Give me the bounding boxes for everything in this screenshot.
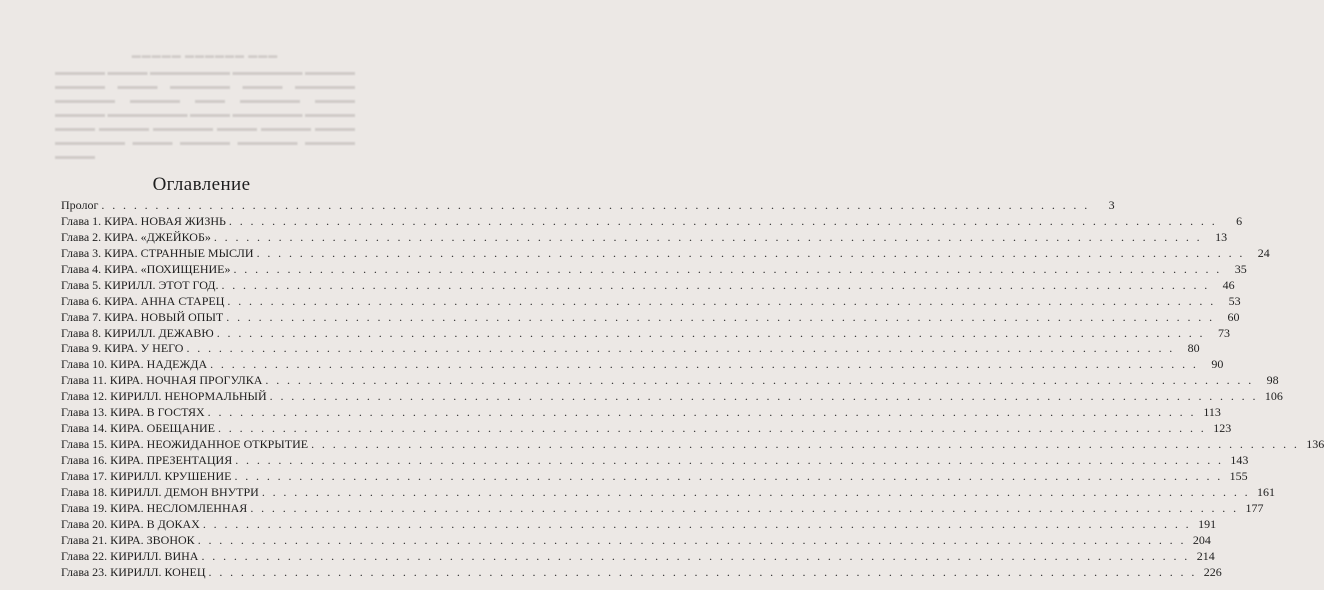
toc-entry — [61, 548, 1215, 565]
toc-entry — [61, 564, 1222, 581]
toc-entry — [61, 500, 1264, 517]
toc-entry-page: 24 — [1257, 245, 1270, 260]
dot-leader — [270, 389, 1258, 405]
toc-entry — [61, 468, 1248, 485]
show-through-heading: ▬▬▬▬▬ ▬▬▬▬▬▬ ▬▬▬ — [131, 50, 279, 60]
toc-entry-label: Глава 18. КИРИЛЛ. ДЕМОН ВНУТРИ — [61, 484, 259, 499]
toc-entry-page: 161 — [1257, 484, 1276, 499]
toc-entry-label: Глава 6. КИРА. АННА СТАРЕЦ — [61, 293, 225, 308]
toc-entry — [61, 389, 1283, 405]
toc-entry — [61, 484, 1276, 501]
toc-entry-page: 73 — [1217, 325, 1230, 340]
toc-entry-page: 226 — [1203, 564, 1222, 579]
toc-entry-page: 90 — [1211, 357, 1224, 372]
dot-leader — [203, 517, 1191, 533]
dot-leader — [235, 453, 1223, 469]
dot-leader — [208, 405, 1196, 421]
toc-entry-page: 155 — [1229, 468, 1248, 483]
toc-entry-label: Глава 15. КИРА. НЕОЖИДАННОЕ ОТКРЫТИЕ — [61, 437, 309, 452]
toc-entry — [61, 532, 1211, 549]
table-of-contents — [61, 198, 1324, 581]
dot-leader — [262, 485, 1250, 501]
toc-entry — [61, 516, 1217, 533]
toc-entry-page: 204 — [1192, 532, 1211, 547]
toc-entry-label: Глава 23. КИРИЛЛ. КОНЕЦ — [61, 564, 206, 579]
toc-entry — [61, 277, 1235, 294]
toc-entry — [61, 245, 1270, 262]
toc-entry-label: Глава 20. КИРА. В ДОКАХ — [61, 516, 200, 531]
dot-leader — [227, 294, 1215, 310]
toc-entry-page: 143 — [1230, 453, 1249, 467]
dot-leader — [209, 565, 1197, 581]
toc-entry-page: 191 — [1198, 516, 1217, 531]
toc-entry-label: Глава 11. КИРА. НОЧНАЯ ПРОГУЛКА — [61, 373, 263, 388]
toc-entry — [61, 437, 1324, 453]
toc-entry — [61, 341, 1200, 357]
toc-entry — [61, 293, 1241, 310]
toc-entry-label: Глава 21. КИРА. ЗВОНОК — [61, 532, 195, 547]
toc-entry-page: 214 — [1196, 548, 1215, 563]
toc-entry — [61, 261, 1247, 278]
toc-entry-label: Глава 9. КИРА. У НЕГО — [61, 341, 184, 356]
dot-leader — [250, 501, 1238, 517]
toc-title: Оглавление — [152, 174, 251, 195]
toc-entry-label: Глава 13. КИРА. В ГОСТЯХ — [61, 405, 205, 420]
toc-entry-page: 136 — [1306, 437, 1324, 452]
toc-entry-label: Глава 2. КИРА. «ДЖЕЙКОБ» — [61, 229, 211, 244]
toc-entry-label: Глава 22. КИРИЛЛ. ВИНА — [61, 548, 199, 563]
toc-entry — [61, 198, 1115, 214]
toc-entry — [61, 325, 1230, 342]
toc-entry-page: 60 — [1227, 309, 1240, 324]
toc-entry-label: Глава 3. КИРА. СТРАННЫЕ МЫСЛИ — [61, 245, 254, 260]
toc-entry-label: Глава 14. КИРА. ОБЕЩАНИЕ — [61, 421, 215, 436]
toc-entry-page: 177 — [1245, 500, 1264, 515]
dot-leader — [221, 278, 1209, 294]
toc-entry-label: Глава 8. КИРИЛЛ. ДЕЖАВЮ — [61, 325, 214, 340]
toc-entry-label: Глава 1. КИРА. НОВАЯ ЖИЗНЬ — [61, 213, 226, 228]
toc-entry-page: 46 — [1222, 277, 1235, 292]
toc-entry — [61, 405, 1221, 421]
toc-entry-label: Глава 10. КИРА. НАДЕЖДА — [61, 357, 208, 372]
toc-entry-page: 53 — [1228, 293, 1241, 308]
toc-entry-label: Глава 17. КИРИЛЛ. КРУШЕНИЕ — [61, 468, 232, 483]
toc-entry — [61, 421, 1232, 437]
dot-leader — [186, 341, 1174, 357]
toc-entry-page: 13 — [1215, 229, 1228, 244]
dot-leader — [311, 437, 1299, 453]
dot-leader — [234, 469, 1222, 485]
toc-entry-page: 106 — [1264, 389, 1283, 404]
toc-entry-page: 98 — [1266, 373, 1279, 388]
dot-leader — [201, 549, 1189, 565]
dot-leader — [229, 214, 1217, 230]
toc-entry-page: 123 — [1213, 421, 1232, 436]
dot-leader — [217, 326, 1205, 342]
dot-leader — [101, 198, 1089, 214]
toc-entry-label: Глава 4. КИРА. «ПОХИЩЕНИЕ» — [61, 261, 231, 276]
dot-leader — [265, 373, 1253, 389]
toc-entry-page: 35 — [1234, 261, 1247, 276]
toc-entry — [61, 373, 1279, 389]
show-through-text: ▬▬▬▬▬ ▬▬▬▬ ▬▬▬▬▬▬▬▬ ▬▬▬▬▬▬▬ ▬▬▬▬▬ ▬▬▬▬▬ ▬▬▬▬ ▬▬▬▬▬▬ ▬▬▬▬ ▬▬▬▬▬▬ ▬▬▬▬▬▬ ▬▬▬▬▬ ▬▬▬ ▬▬▬▬▬▬ ▬▬▬▬ ▬▬▬▬▬ ▬▬▬▬▬▬▬▬ ▬▬▬▬ ▬▬▬▬▬▬▬ ▬▬▬▬▬ ▬▬▬▬ ▬▬▬▬▬ ▬▬▬▬▬▬ ▬▬▬▬ ▬▬▬▬▬ ▬▬▬▬ ▬▬▬▬▬▬▬ ▬▬▬▬ ▬▬▬▬▬ ▬▬▬▬▬▬ ▬▬▬▬▬ ▬▬▬▬ — [55, 67, 355, 162]
toc-entry-label: Глава 19. КИРА. НЕСЛОМЛЕННАЯ — [61, 500, 248, 515]
dot-leader — [210, 357, 1198, 373]
toc-entry — [61, 453, 1249, 469]
toc-entry-label: Глава 7. КИРА. НОВЫЙ ОПЫТ — [61, 309, 224, 324]
dot-leader — [214, 230, 1202, 246]
dot-leader — [218, 421, 1206, 437]
toc-entry-page: 113 — [1203, 405, 1221, 420]
toc-entry-label: Глава 16. КИРА. ПРЕЗЕНТАЦИЯ — [61, 453, 233, 467]
dot-leader — [233, 262, 1221, 278]
dot-leader — [198, 533, 1186, 549]
toc-entry — [61, 229, 1228, 246]
dot-leader — [226, 310, 1214, 326]
toc-entry-label: Глава 5. КИРИЛЛ. ЭТОТ ГОД. — [61, 277, 219, 292]
dot-leader — [257, 246, 1245, 262]
toc-entry-label: Пролог — [61, 198, 99, 212]
toc-entry — [61, 357, 1224, 373]
toc-entry — [61, 309, 1240, 326]
toc-entry-page: 6 — [1236, 213, 1243, 228]
toc-entry-label: Глава 12. КИРИЛЛ. НЕНОРМАЛЬНЫЙ — [61, 389, 267, 404]
toc-entry-page: 80 — [1187, 341, 1200, 356]
toc-entry-page: 3 — [1108, 198, 1115, 212]
toc-entry — [61, 213, 1243, 230]
